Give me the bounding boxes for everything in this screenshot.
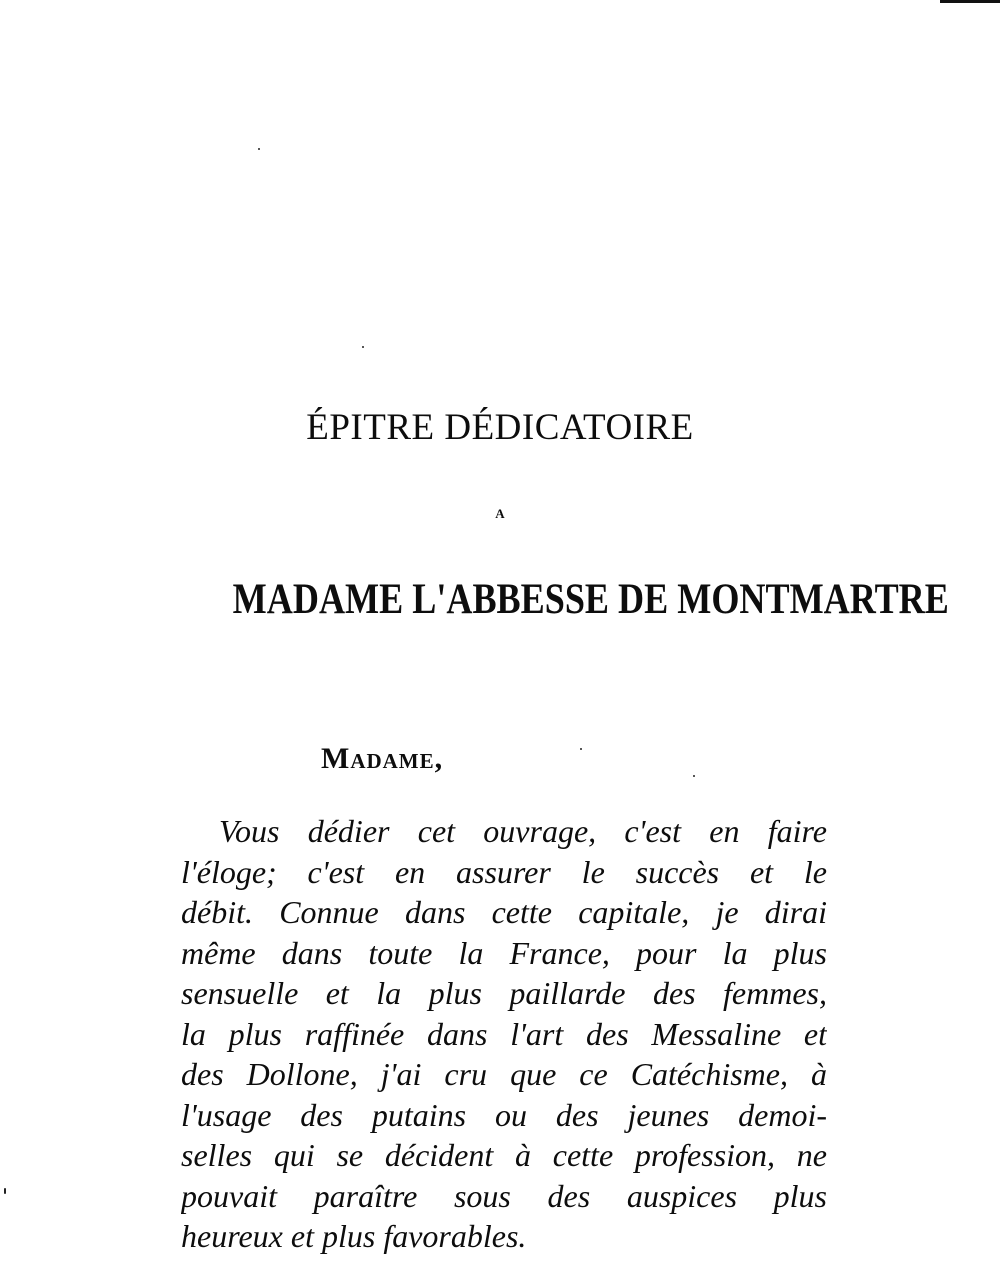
paragraph-line: sensuelle et la plus paillarde des femmes, xyxy=(181,975,827,1011)
paragraph-line: Vous dédier cet ouvrage, c'est en faire xyxy=(219,813,827,849)
paragraph-line: selles qui se décident à cette profession, ne xyxy=(181,1137,827,1173)
paragraph-line: heureux et plus favorables. xyxy=(181,1218,527,1254)
paragraph-line: des Dollone, j'ai cru que ce Catéchisme, à xyxy=(181,1056,827,1092)
salutation-text: Madame, xyxy=(321,742,444,775)
dedication-preposition: A xyxy=(495,506,505,521)
print-speck xyxy=(693,775,695,777)
corner-rule xyxy=(940,0,1000,3)
page-title: ÉPITRE DÉDICATOIRE xyxy=(306,407,694,448)
print-speck xyxy=(362,346,364,348)
paragraph-line: débit. Connue dans cette capitale, je dirai xyxy=(181,894,827,930)
paragraph-line: pouvait paraître sous des auspices plus xyxy=(181,1177,827,1214)
paragraph-line: même dans toute la France, pour la plus xyxy=(181,934,827,971)
print-speck xyxy=(258,148,260,150)
paragraph-line: l'éloge; c'est en assurer le succès et le xyxy=(181,853,827,890)
dedication-paragraph xyxy=(181,811,827,1257)
print-speck xyxy=(580,748,582,750)
salutation xyxy=(321,744,443,776)
dedicatee-heading: MADAME L'ABBESSE DE MONTMARTRE xyxy=(232,576,949,623)
paragraph-line: la plus raffinée dans l'art des Messaline et xyxy=(181,1015,827,1052)
print-speck xyxy=(4,1188,6,1194)
paragraph-line: l'usage des putains ou des jeunes demoi- xyxy=(181,1096,827,1133)
